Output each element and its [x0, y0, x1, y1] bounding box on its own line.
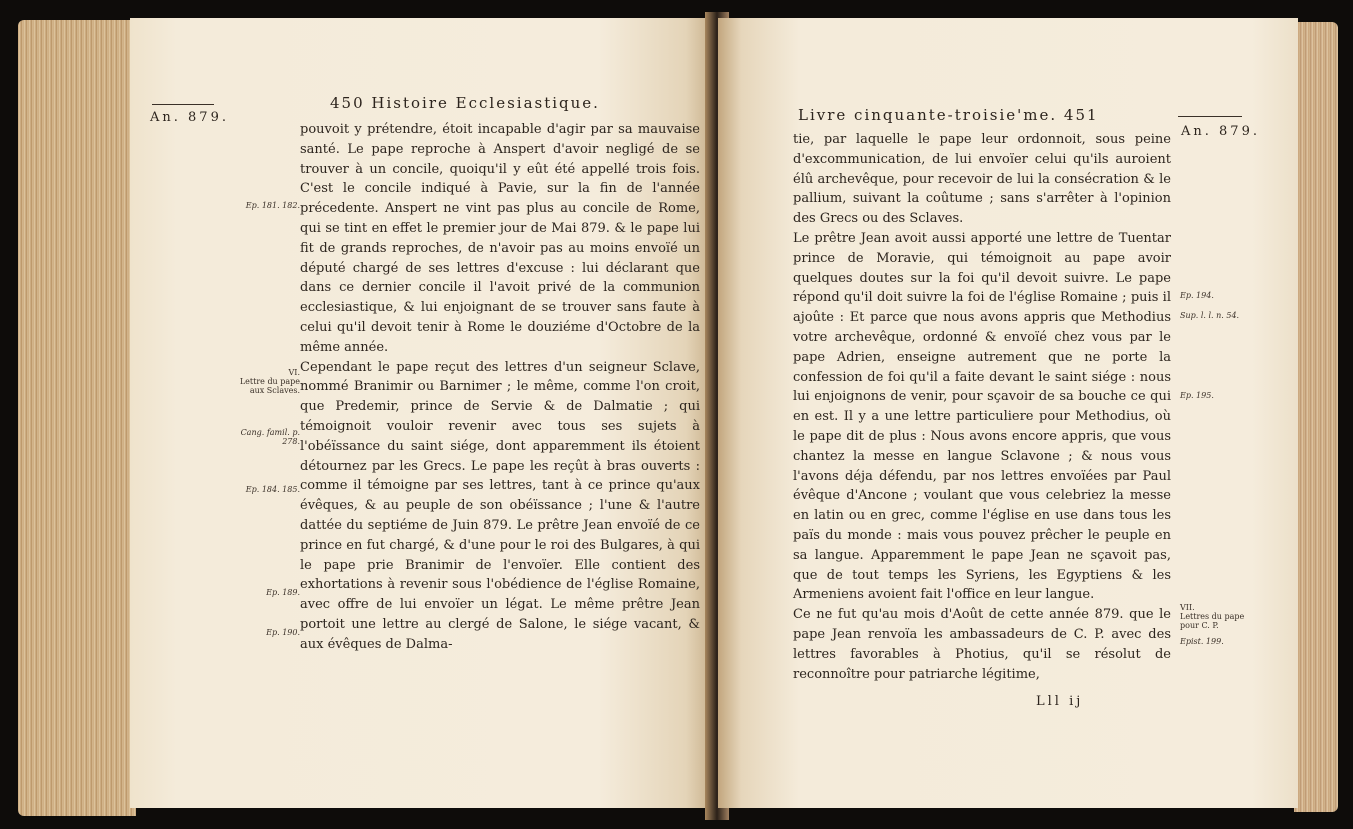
margin-rule	[152, 104, 214, 105]
margin-note-section-heading: VI. Lettre du pape aux Sclaves.	[239, 368, 300, 395]
margin-rule	[1178, 116, 1242, 117]
margin-note: Ep. 194.	[1180, 291, 1214, 300]
margin-note: Sup. l. l. n. 54.	[1180, 311, 1240, 320]
page-body-text: pouvoit y prétendre, étoit incapable d'agir par sa mauvaise santé. Le pape reproche à Anspert d'avoir negligé de se trouver à un concile, quoiqu'il y eût été appellé trois fois. C'est le concile indiqué à Pavie, sur la fin de l'année précedente. Anspert ne vint pas plus au concile de Rome, qui se tint en effet le premier jour de Mai 879. & le pape lui fit de grands reproches, de n'avoir pas au moins envoïé un député chargé de ses lettres d'excuse : lui déclarant que dans ce dernier concile il l'avoit privé de la communion ecclesiastique, & lui enjoignant de se trouver sans faute à celui qu'il devoit tenir à Rome le douziéme d'Octobre de la même année. Cependant le pape reçut des lettres d'un seigneur Sclave, nommé Branimir ou Barnimer ; le même, comme l'on croit, que Predemir, prince de Servie & de Dalmatie ; qui témoignoit vouloir revenir avec tous ses sujets à l'obéïssance du saint siége, dont apparemment ils étoient détournez par les Grecs. Le pape les reçût à bras ouverts : comme il témoigne par ses lettres, tant à ce prince qu'aux évêques, & au peuple de son obéïssance ; l'une & l'autre dattée du septiéme de Juin 879. Le prêtre Jean envoïé de ce prince en fut chargé, & d'une pour le roi des Bulgares, à qui le pape prie Branimir de l'envoïer. Elle contient des exhortations à revenir sous l'obédience de l'église Romaine, avec offre de lui envoïer un légat. Le même prêtre Jean portoit une lettre au clergé de Salone, le siége vacant, & aux évêques de Dalma-	[300, 122, 700, 652]
margin-note: Epist. 199.	[1180, 637, 1224, 646]
signature-mark: Lll ij	[1036, 694, 1084, 709]
left-page-edges	[18, 20, 136, 816]
left-page	[130, 18, 715, 808]
right-page-edges	[1294, 22, 1338, 812]
right-page	[718, 18, 1298, 808]
margin-note: Cang. famil. p. 278.	[240, 428, 300, 446]
margin-note: Ep. 189.	[266, 588, 300, 597]
margin-note: Ep. 195.	[1180, 391, 1214, 400]
year-marker: An. 879.	[150, 110, 229, 125]
margin-note: Ep. 181. 182.	[245, 201, 300, 210]
margin-note: Ep. 190.	[266, 628, 300, 637]
margin-note: Ep. 184. 185.	[245, 485, 300, 494]
page-body-text: tie, par laquelle le pape leur ordonnoit, sous peine d'excommunication, de lui envoïer celui qu'ils auroient élû archevêque, pour recevoir de lui la consécration & le pallium, suivant la coûtume ; sans s'arrêter à l'opinion des Grecs ou des Sclaves. Le prêtre Jean avoit aussi apporté une lettre de Tuentar prince de Moravie, qui témoignoit au pape avoir quelques doutes sur la foi qu'il devoit suivre. Le pape répond qu'il doit suivre la foi de l'église Romaine ; puis il ajoûte : Et parce que nous avons appris que Methodius votre archevêque, ordonné & envoïé chez vous par le pape Adrien, enseigne autrement que ne porte la confession de foi qu'il a faite devant le saint siége : nous lui enjoignons de venir, pour sçavoir de sa bouche ce qui en est. Il y a une lettre particuliere pour Methodius, où le pape dit de plus : Nous avons encore appris, que vous chantez la messe en langue Sclavone ; & nous vous l'avons déja défendu, par nos lettres envoïées par Paul évêque d'Ancone ; voulant que vous celebriez la messe en latin ou en grec, comme l'église en use dans tous les païs du monde : mais vous pouvez prêcher le peuple en sa langue. Apparemment le pape Jean ne sçavoit pas, que de tout temps les Syriens, les Egyptiens & les Armeniens avoient fait l'office en leur langue. Ce ne fut qu'au mois d'Août de cette année 879. que le pape Jean renvoïa les ambassadeurs de C. P. avec des lettres favorables à Photius, qu'il se résolut de reconnoître pour patriarche légitime,	[793, 132, 1171, 682]
open-book	[18, 12, 1338, 820]
year-marker: An. 879.	[1181, 124, 1260, 139]
margin-note-section-heading: VII. Lettres du pape pour C. P.	[1180, 603, 1245, 630]
page-header: Livre cinquante-troisie'me. 451	[798, 106, 1099, 124]
page-header: 450 Histoire Ecclesiastique.	[330, 94, 600, 112]
